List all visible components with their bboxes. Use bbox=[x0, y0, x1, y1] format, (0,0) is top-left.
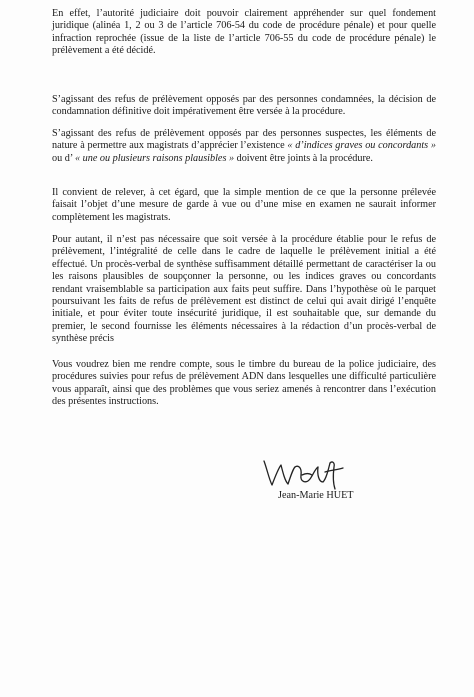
paragraph-3-quote-raisons: « une ou plusieurs raisons plausibles » bbox=[75, 152, 235, 164]
signatory-name: Jean-Marie HUET bbox=[278, 490, 354, 501]
handwritten-signature-icon bbox=[262, 455, 347, 491]
paragraph-legal-basis: En effet, l’autorité judiciaire doit pouvoir clairement appréhender sur quel fondement juridique (alinéa 1, 2 ou 3 de l’article 706-54 du code de procédure pénale) et pour quelle infraction reprochée (issue de la liste de l’article 706-55 du code de procédure pénale) le prélèvement a été décidé. bbox=[52, 8, 436, 57]
paragraph-3-quote-indices: « d’indices graves ou concordants » bbox=[287, 140, 436, 152]
paragraph-convicted-persons: S’agissant des refus de prélèvement opposés par des personnes condamnées, la décision de condamnation définitive doit impérativement être versée à la procédure. bbox=[52, 94, 436, 118]
paragraph-3-text-end: doivent être joints à la procédure. bbox=[234, 152, 373, 164]
paragraph-synthesis-report: Pour autant, il n’est pas nécessaire que soit versée à la procédure établie pour le refus de prélèvement, l’intégralité de celle dans le cadre de laquelle le prélèvement initial a été effectué. Un procès-verbal de synthèse suffisamment détaillé permettant de caractériser la ou les raisons plausibles de soupçonner la personne, ou les indices graves ou concordants rendant vraisemblable sa participation aux faits peut suffire. Dans l’hypothèse où le parquet poursuivant les faits de refus de prélèvement est distinct de celui qui avait dirigé l’enquête initiale, et pour éviter toute insécurité juridique, il est souhaitable que, sur demande du premier, le second fournisse les éléments nécessaires à la rédaction d’un procès-verbal de synthèse précis bbox=[52, 234, 436, 345]
paragraph-3-text-start: S’agissant des refus de prélèvement opposés par des personnes suspectes, les éléments de nature à permettre aux magistrats d’apprécier l’existence bbox=[52, 128, 436, 152]
paragraph-3-text-middle: ou d’ bbox=[52, 152, 76, 164]
paragraph-suspected-persons bbox=[52, 128, 436, 165]
paragraph-custody-mention: Il convient de relever, à cet égard, que la simple mention de ce que la personne prélevée faisait l’objet d’une mesure de garde à vue ou d’une mise en examen ne saurait informer complètement les magistrats. bbox=[52, 187, 436, 223]
paragraph-reporting-request: Vous voudrez bien me rendre compte, sous le timbre du bureau de la police judiciaire, des procédures suivies pour refus de prélèvement ADN dans lesquelles une difficulté particulière vous apparaît, ainsi que des problèmes que vous seriez amenés à rencontrer dans l’exécution des présentes instructions. bbox=[52, 359, 436, 408]
